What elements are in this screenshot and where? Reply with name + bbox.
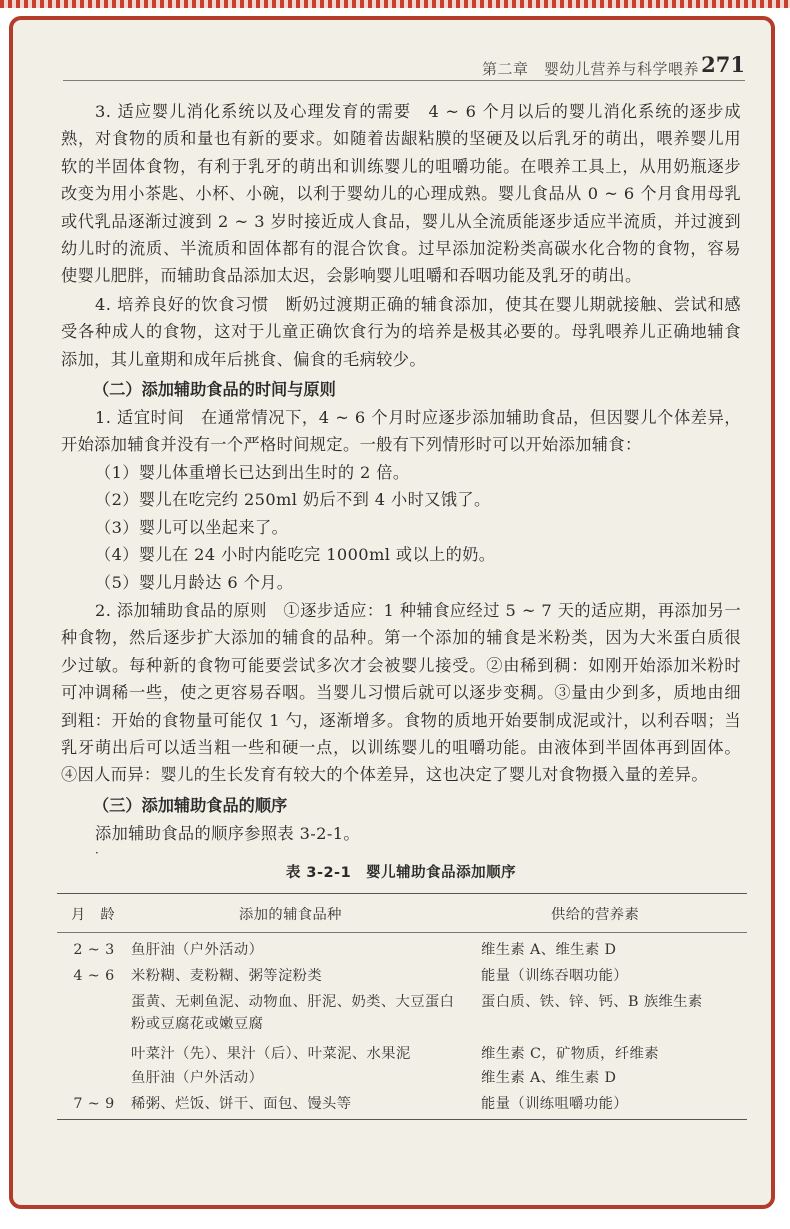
paragraph-4: 4. 培养良好的饮食习惯 断奶过渡期正确的辅食添加，使其在婴儿期就接触、尝试和感受各种成人的食物，这对于儿童正确饮食行为的培养是极其必要的。母乳喂养儿正确地辅食添加，其儿童期和成年后挑食、偏食的毛病较少。	[61, 294, 741, 369]
cell-food: 米粉糊、麦粉糊、粥等淀粉类	[131, 968, 323, 985]
cell-nutrient: 维生素 A、维生素 D	[481, 1070, 617, 1087]
header-age: 月 龄	[71, 907, 116, 924]
section-heading-order: （三）添加辅助食品的顺序	[93, 795, 288, 815]
cell-nutrient: 能量（训练咀嚼功能）	[481, 1096, 628, 1113]
header-nutrient: 供给的营养素	[551, 907, 640, 924]
cell-age: 2 ~ 3	[73, 942, 115, 959]
page-number: 271	[701, 52, 745, 77]
cell-food: 鱼肝油（户外活动）	[131, 1070, 264, 1087]
header-food: 添加的辅食品种	[239, 907, 342, 924]
cell-age: 7 ~ 9	[73, 1096, 115, 1113]
table-row	[57, 1093, 747, 1119]
page-frame	[9, 16, 775, 1209]
list-item: （3）婴儿可以坐起来了。	[95, 517, 289, 537]
list-item: （1）婴儿体重增长已达到出生时的 2 倍。	[95, 462, 410, 482]
list-item: （4）婴儿在 24 小时内能吃完 1000ml 或以上的奶。	[95, 545, 496, 565]
running-header	[63, 50, 745, 81]
table-header-rule	[57, 932, 747, 933]
cell-nutrient: 蛋白质、铁、锌、钙、B 族维生素	[481, 994, 703, 1011]
cell-food: 叶菜汁（先）、果汁（后）、叶菜泥、水果泥	[131, 1046, 411, 1063]
section-heading-timing: （二）添加辅助食品的时间与原则	[93, 380, 336, 400]
stray-dot: ·	[95, 846, 99, 861]
paragraph-3: 3. 适应婴儿消化系统以及心理发育的需要 4 ~ 6 个月以后的婴儿消化系统的逐步成熟，对食物的质和量也有新的要求。如随着齿龈粘膜的坚硬及以后乳牙的萌出，喂养婴儿用软的半固体食物，有利于乳牙的萌出和训练婴儿的咀嚼功能。在喂养工具上，从用奶瓶逐步改变为用小茶匙、小杯、小碗，以利于婴幼儿的心理成熟。婴儿食品从 0 ~ 6 个月食用母乳或代乳品逐渐过渡到 2 ~ 3 岁时接近成人食品，婴儿从全流质能逐步适应半流质，并过渡到幼儿时的流质、半流质和固体都有的混合饮食。过早添加淀粉类高碳水化合物的食物，容易使婴儿肥胖，而辅助食品添加太迟，会影响婴儿咀嚼和吞咽功能及乳牙的萌出。	[61, 102, 741, 286]
table-row	[57, 1043, 747, 1067]
table-header-row	[57, 894, 747, 932]
cell-food: 稀粥、烂饭、饼干、面包、馒头等	[131, 1096, 352, 1113]
list-item: （5）婴儿月龄达 6 个月。	[95, 572, 294, 592]
paragraph-order: 添加辅助食品的顺序参照表 3-2-1。	[95, 823, 361, 843]
table-row	[57, 965, 747, 991]
table-caption: 表 3-2-1 婴儿辅助食品添加顺序	[285, 865, 517, 882]
cell-food: 鱼肝油（户外活动）	[131, 942, 264, 959]
table-row	[57, 991, 747, 1039]
supplement-table	[57, 893, 747, 1120]
cell-nutrient: 能量（训练吞咽功能）	[481, 968, 628, 985]
table-row	[57, 939, 747, 965]
paragraph-timing: 1. 适宜时间 在通常情况下，4 ~ 6 个月时应逐步添加辅助食品，但因婴儿个体差异，开始添加辅食并没有一个严格时间规定。一般有下列情形时可以开始添加辅食：	[61, 408, 741, 455]
decorative-top-stripe	[0, 0, 790, 8]
cell-food: 蛋黄、无刺鱼泥、动物血、肝泥、奶类、大豆蛋白粉或豆腐花或嫩豆腐	[131, 994, 455, 1033]
list-item: （2）婴儿在吃完约 250ml 奶后不到 4 小时又饿了。	[95, 490, 491, 510]
chapter-title: 第二章 婴幼儿营养与科学喂养	[481, 60, 699, 78]
cell-age: 4 ~ 6	[73, 968, 115, 985]
page-body	[61, 98, 741, 1120]
paragraph-principles: 2. 添加辅助食品的原则 ①逐步适应：1 种辅食应经过 5 ~ 7 天的适应期，再添加另一种食物，然后逐步扩大添加的辅食的品种。第一个添加的辅食是米粉类，因为大米蛋白质很少过敏。每种新的食物可能要尝试多次才会被婴儿接受。②由稀到稠：如刚开始添加米粉时可冲调稀一些，使之更容易吞咽。当婴儿习惯后就可以逐步变稠。③量由少到多，质地由细到粗：开始的食物量可能仅 1 勺，逐渐增多。食物的质地开始要制成泥或汁，以利吞咽；当乳牙萌出后可以适当粗一些和硬一点，以训练婴儿的咀嚼功能。由液体到半固体再到固体。④因人而异：婴儿的生长发育有较大的个体差异，这也决定了婴儿对食物摄入量的差异。	[61, 600, 741, 785]
cell-nutrient: 维生素 C，矿物质，纤维素	[481, 1046, 659, 1063]
table-row	[57, 1067, 747, 1093]
cell-nutrient: 维生素 A、维生素 D	[481, 942, 617, 959]
table-bottom-rule	[57, 1119, 747, 1120]
